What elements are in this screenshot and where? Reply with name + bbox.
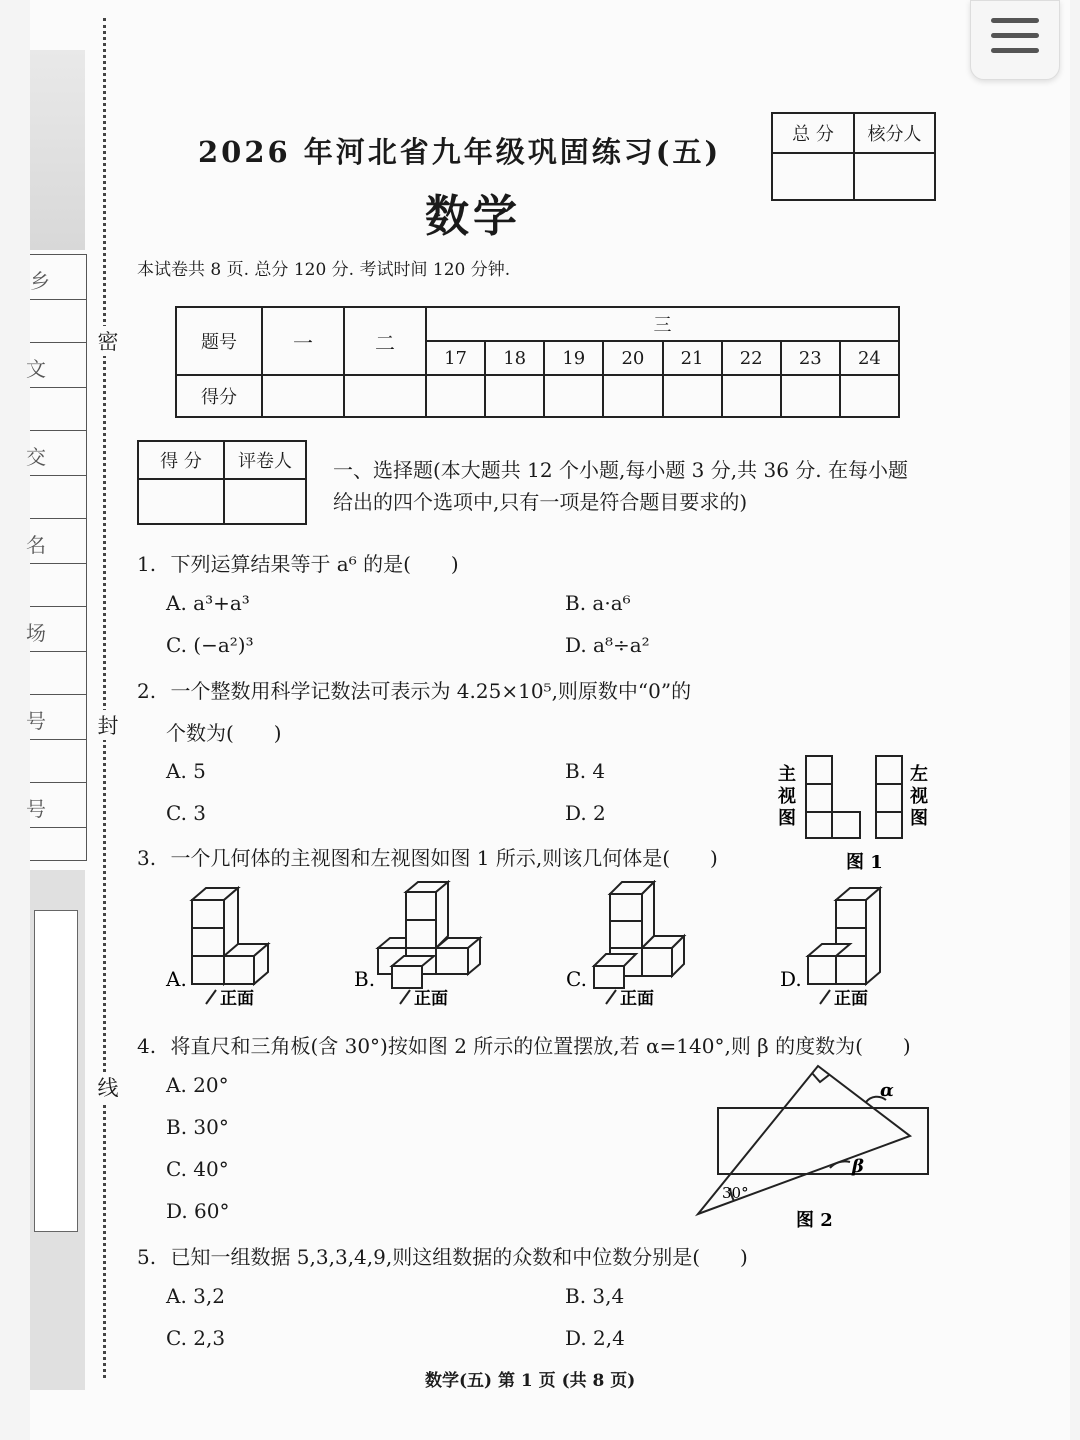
col-number: 20 bbox=[603, 341, 662, 375]
solid-b bbox=[378, 882, 480, 988]
q2-option-a[interactable]: A. 5 bbox=[166, 759, 206, 783]
front-label-a: 正面 bbox=[220, 989, 254, 1009]
figure-1-caption: 图 1 bbox=[846, 852, 883, 873]
section-grader-box bbox=[137, 440, 307, 525]
figure-2 bbox=[690, 1060, 940, 1235]
solid-d bbox=[808, 888, 880, 984]
front-label-b: 正面 bbox=[414, 989, 448, 1009]
question-5: 5. 已知一组数据 5,3,3,4,9,则这组数据的众数和中位数分别是( ) bbox=[137, 1245, 748, 1269]
hamburger-icon bbox=[991, 33, 1039, 38]
seal-label-mi: 密 bbox=[96, 326, 120, 356]
col-number: 19 bbox=[544, 341, 603, 375]
checker-label: 核分人 bbox=[854, 113, 935, 153]
total-score-box bbox=[771, 112, 936, 201]
hamburger-icon bbox=[991, 18, 1039, 23]
score-cell[interactable] bbox=[603, 375, 662, 417]
info-cell: 名 bbox=[30, 519, 86, 564]
q5-option-b[interactable]: B. 3,4 bbox=[565, 1284, 625, 1308]
row-label-question: 题号 bbox=[176, 307, 262, 375]
q1-option-b[interactable]: B. a·a⁶ bbox=[565, 591, 631, 615]
front-arrow-icon bbox=[606, 990, 616, 1004]
col-part3: 三 bbox=[426, 307, 899, 341]
q1-option-a[interactable]: A. a³+a³ bbox=[166, 591, 250, 615]
left-view-label-1: 左 bbox=[910, 764, 928, 785]
info-cell: 号 bbox=[30, 783, 86, 828]
binding-shadow-bottom bbox=[30, 870, 85, 1390]
col-part1: 一 bbox=[262, 307, 344, 375]
score-cell[interactable] bbox=[426, 375, 485, 417]
q5-option-c[interactable]: C. 2,3 bbox=[166, 1326, 226, 1350]
q5-option-d[interactable]: D. 2,4 bbox=[565, 1326, 625, 1350]
q4-option-a[interactable]: A. 20° bbox=[166, 1073, 229, 1097]
q3-option-b[interactable]: B. bbox=[354, 967, 376, 991]
section-score-label: 得 分 bbox=[138, 441, 224, 479]
exam-intro: 本试卷共 8 页. 总分 120 分. 考试时间 120 分钟. bbox=[137, 260, 511, 280]
col-part2: 二 bbox=[344, 307, 426, 375]
score-cell[interactable] bbox=[663, 375, 722, 417]
seal-label-xian: 线 bbox=[96, 1072, 120, 1102]
info-cell: 交 bbox=[30, 431, 86, 476]
front-arrow-icon bbox=[400, 990, 410, 1004]
total-score-cell[interactable] bbox=[772, 153, 854, 200]
score-cell[interactable] bbox=[262, 375, 344, 417]
q3-option-d[interactable]: D. bbox=[780, 967, 802, 991]
q2-option-d[interactable]: D. 2 bbox=[565, 801, 606, 825]
section-score-cell[interactable] bbox=[138, 479, 224, 524]
info-cell bbox=[30, 564, 86, 607]
menu-button[interactable] bbox=[970, 0, 1060, 80]
section-grader-cell[interactable] bbox=[224, 479, 306, 524]
q5-option-a[interactable]: A. 3,2 bbox=[166, 1284, 225, 1308]
checker-cell[interactable] bbox=[854, 153, 935, 200]
info-cell: 号 bbox=[30, 695, 86, 740]
front-arrow-icon bbox=[206, 990, 216, 1004]
question-2-cont: 个数为( ) bbox=[166, 721, 282, 745]
info-cell: 乡 bbox=[30, 255, 86, 300]
seal-label-feng: 封 bbox=[96, 710, 120, 740]
main-view-label-2: 视 bbox=[778, 786, 796, 807]
score-cell[interactable] bbox=[485, 375, 544, 417]
solid-a bbox=[192, 888, 268, 984]
solid-c bbox=[594, 882, 684, 988]
score-cell[interactable] bbox=[781, 375, 840, 417]
figure-2-caption: 图 2 bbox=[796, 1210, 833, 1231]
q2-option-b[interactable]: B. 4 bbox=[565, 759, 606, 783]
info-cell bbox=[30, 300, 86, 343]
section-grader-label: 评卷人 bbox=[224, 441, 306, 479]
q4-option-b[interactable]: B. 30° bbox=[166, 1115, 229, 1139]
front-arrow-icon bbox=[820, 990, 830, 1004]
q1-option-d[interactable]: D. a⁸÷a² bbox=[565, 633, 650, 657]
student-info-strip bbox=[26, 254, 87, 861]
main-view-label-3: 图 bbox=[778, 808, 796, 829]
cut-line bbox=[103, 18, 106, 1378]
question-1: 1. 下列运算结果等于 a⁶ 的是( ) bbox=[137, 552, 459, 576]
question-2: 2. 一个整数用科学记数法可表示为 4.25×10⁵,则原数中“0”的 bbox=[137, 679, 692, 703]
score-cell[interactable] bbox=[544, 375, 603, 417]
section-heading-cont: 给出的四个选项中,只有一项是符合题目要求的) bbox=[333, 490, 748, 514]
alpha-label: α bbox=[880, 1080, 894, 1101]
q2-option-c[interactable]: C. 3 bbox=[166, 801, 207, 825]
score-cell[interactable] bbox=[722, 375, 781, 417]
info-cell bbox=[30, 388, 86, 431]
info-cell: 场 bbox=[30, 607, 86, 652]
q4-option-d[interactable]: D. 60° bbox=[166, 1199, 230, 1223]
section-heading: 一、选择题(本大题共 12 个小题,每小题 3 分,共 36 分. 在每小题 bbox=[333, 458, 908, 482]
col-number: 17 bbox=[426, 341, 485, 375]
angle-30-label: 30° bbox=[722, 1184, 749, 1202]
score-cell[interactable] bbox=[840, 375, 899, 417]
q1-option-c[interactable]: C. (−a²)³ bbox=[166, 633, 254, 657]
hamburger-icon bbox=[991, 48, 1039, 53]
q3-options-figures bbox=[160, 880, 920, 1010]
info-cell: 文 bbox=[30, 343, 86, 388]
q3-option-c[interactable]: C. bbox=[566, 967, 587, 991]
q3-option-a[interactable]: A. bbox=[166, 967, 187, 991]
beta-label: β bbox=[852, 1156, 864, 1177]
q4-option-c[interactable]: C. 40° bbox=[166, 1157, 229, 1181]
col-number: 22 bbox=[722, 341, 781, 375]
exam-title: 2026 年河北省九年级巩固练习(五) bbox=[198, 135, 722, 169]
col-number: 18 bbox=[485, 341, 544, 375]
question-4: 4. 将直尺和三角板(含 30°)按如图 2 所示的位置摆放,若 α=140°,则 β 的度数为( ) bbox=[137, 1034, 911, 1058]
row-label-score: 得分 bbox=[176, 375, 262, 417]
info-cell bbox=[30, 476, 86, 519]
question-3: 3. 一个几何体的主视图和左视图如图 1 所示,则该几何体是( ) bbox=[137, 846, 718, 870]
col-number: 21 bbox=[663, 341, 722, 375]
subject-title: 数学 bbox=[425, 191, 521, 242]
left-view-label-2: 视 bbox=[910, 786, 928, 807]
page-footer: 数学(五) 第 1 页 (共 8 页) bbox=[425, 1371, 636, 1391]
info-cell bbox=[30, 740, 86, 783]
col-number: 24 bbox=[840, 341, 899, 375]
front-label-c: 正面 bbox=[620, 989, 654, 1009]
score-cell[interactable] bbox=[344, 375, 426, 417]
main-view-label-1: 主 bbox=[778, 764, 796, 785]
info-cell bbox=[30, 652, 86, 695]
total-score-label: 总 分 bbox=[772, 113, 854, 153]
binding-shadow-top bbox=[30, 50, 85, 250]
left-view-label-3: 图 bbox=[910, 808, 928, 829]
front-label-d: 正面 bbox=[834, 989, 868, 1009]
figure-1 bbox=[770, 750, 940, 875]
score-table bbox=[175, 306, 900, 418]
col-number: 23 bbox=[781, 341, 840, 375]
